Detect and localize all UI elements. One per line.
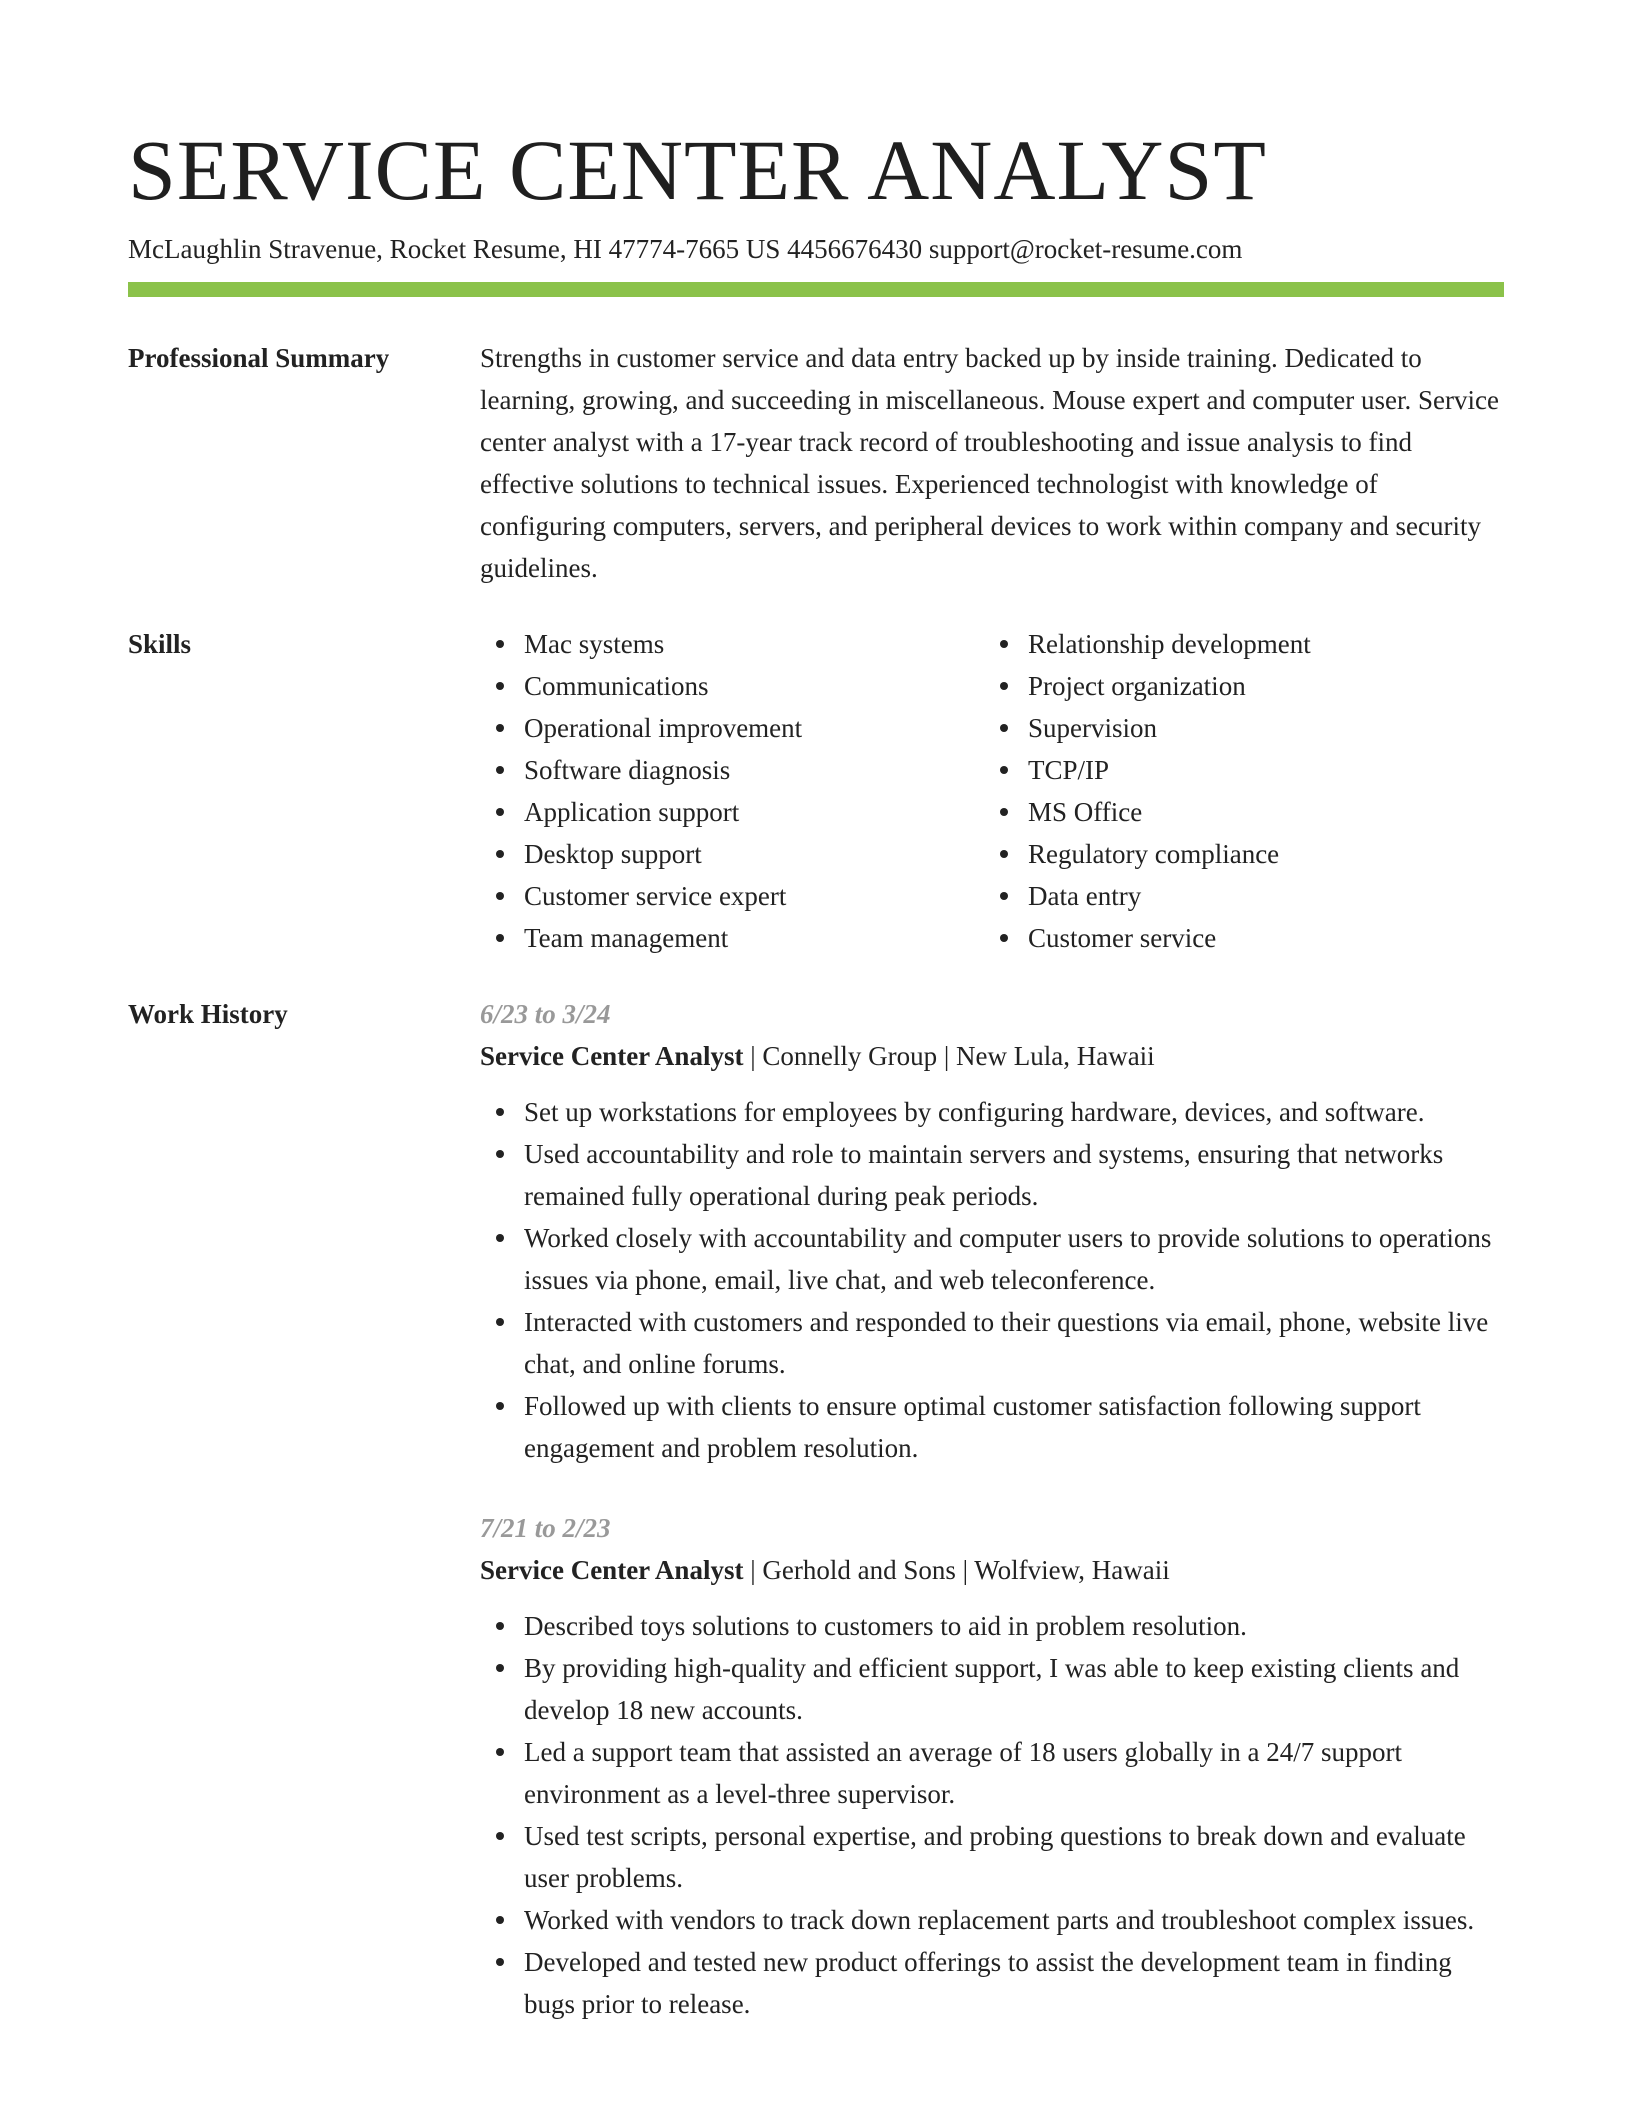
- job-details: | Connelly Group | New Lula, Hawaii: [743, 1041, 1155, 1071]
- job-bullet: Used accountability and role to maintain servers and systems, ensuring that networks remained fully operational during peak periods.: [480, 1133, 1504, 1217]
- contact-address: McLaughlin Stravenue, Rocket Resume, HI 47774-7665 US: [128, 234, 781, 264]
- job-dates: 6/23 to 3/24: [480, 999, 611, 1029]
- job-bullet: By providing high-quality and efficient support, I was able to keep existing clients and develop 18 new accounts.: [480, 1647, 1504, 1731]
- skill-item: Operational improvement: [480, 707, 984, 749]
- job-details: | Gerhold and Sons | Wolfview, Hawaii: [743, 1555, 1170, 1585]
- skill-item: Software diagnosis: [480, 749, 984, 791]
- job-title: Service Center Analyst: [480, 1041, 744, 1071]
- job-entry: [480, 1507, 1504, 2025]
- job-bullet: Interacted with customers and responded to their questions via email, phone, website live chat, and online forums.: [480, 1301, 1504, 1385]
- skills-columns: [480, 623, 1504, 959]
- job-bullets: [480, 1091, 1504, 1469]
- skill-item: Project organization: [984, 665, 1488, 707]
- skill-item: TCP/IP: [984, 749, 1488, 791]
- skill-item: Regulatory compliance: [984, 833, 1488, 875]
- skill-item: Supervision: [984, 707, 1488, 749]
- skill-item: Team management: [480, 917, 984, 959]
- skills-list-right: [984, 623, 1488, 959]
- summary-heading: Professional Summary: [128, 343, 390, 373]
- resume-page: [128, 120, 1504, 2025]
- job-entry: [480, 993, 1504, 1469]
- job-bullet: Worked closely with accountability and computer users to provide solutions to operations issues via phone, email, live chat, and web teleconference.: [480, 1217, 1504, 1301]
- skill-item: Desktop support: [480, 833, 984, 875]
- resume-title: SERVICE CENTER ANALYST: [128, 122, 1267, 218]
- work-history-body: [480, 993, 1504, 2025]
- skill-item: Relationship development: [984, 623, 1488, 665]
- skill-item: Customer service expert: [480, 875, 984, 917]
- job-bullet: Developed and tested new product offerings to assist the development team in finding bugs prior to release.: [480, 1941, 1504, 2025]
- work-history-heading: Work History: [128, 999, 288, 1029]
- header-divider: [128, 282, 1504, 297]
- skill-item: Application support: [480, 791, 984, 833]
- skills-section: [128, 623, 1504, 959]
- skills-heading: Skills: [128, 629, 192, 659]
- skill-item: Mac systems: [480, 623, 984, 665]
- job-heading: [480, 1035, 1504, 1077]
- work-history-section: [128, 993, 1504, 2025]
- summary-text: Strengths in customer service and data entry backed up by inside training. Dedicated to learning, growing, and succeeding in miscellaneous. Mouse expert and computer user. Service center analyst with a 17-year track record of troubleshooting and issue analysis to find effective solutions to technical issues. Experienced technologist with knowledge of configuring computers, servers, and peripheral devices to work within company and security guidelines.: [480, 343, 1499, 583]
- contact-email: support@rocket-resume.com: [928, 234, 1243, 264]
- job-title: Service Center Analyst: [480, 1555, 744, 1585]
- contact-line: [128, 232, 1504, 266]
- job-dates: 7/21 to 2/23: [480, 1513, 611, 1543]
- contact-phone: 4456676430: [787, 234, 923, 264]
- job-heading: [480, 1549, 1504, 1591]
- job-bullet: Used test scripts, personal expertise, and probing questions to break down and evaluate user problems.: [480, 1815, 1504, 1899]
- skill-item: MS Office: [984, 791, 1488, 833]
- skill-item: Customer service: [984, 917, 1488, 959]
- job-bullet: Led a support team that assisted an average of 18 users globally in a 24/7 support environment as a level-three supervisor.: [480, 1731, 1504, 1815]
- skill-item: Data entry: [984, 875, 1488, 917]
- job-bullet: Described toys solutions to customers to aid in problem resolution.: [480, 1605, 1504, 1647]
- skill-item: Communications: [480, 665, 984, 707]
- job-bullet: Set up workstations for employees by configuring hardware, devices, and software.: [480, 1091, 1504, 1133]
- skills-list-left: [480, 623, 984, 959]
- summary-section: [128, 337, 1504, 589]
- job-bullet: Followed up with clients to ensure optimal customer satisfaction following support engagement and problem resolution.: [480, 1385, 1504, 1469]
- job-bullets: [480, 1605, 1504, 2025]
- job-bullet: Worked with vendors to track down replacement parts and troubleshoot complex issues.: [480, 1899, 1504, 1941]
